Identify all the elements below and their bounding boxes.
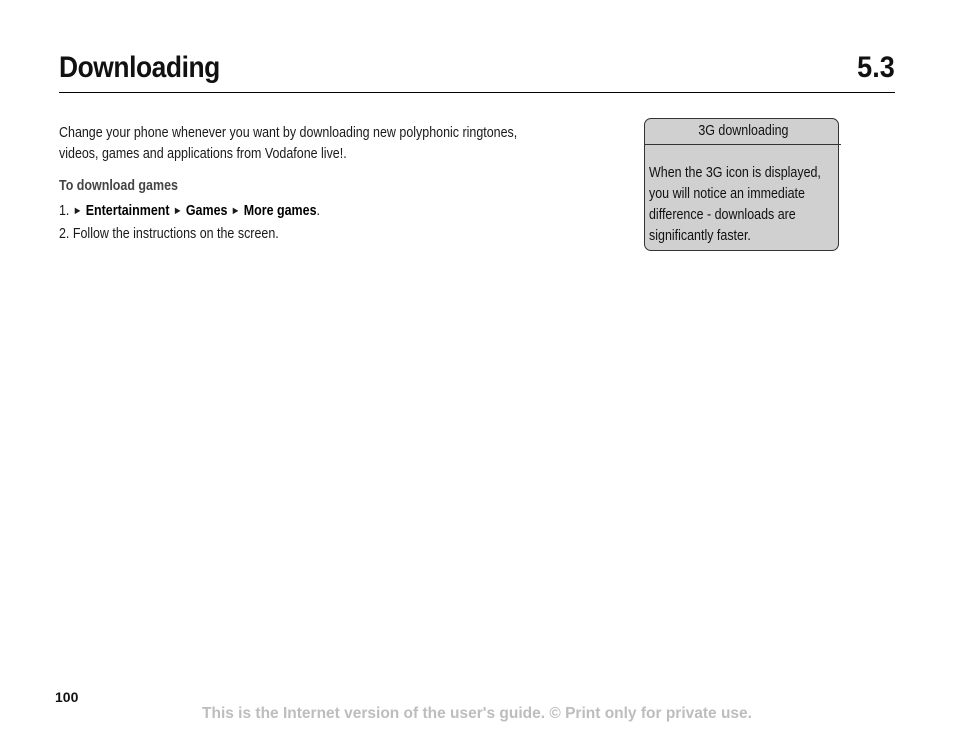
tip-box-title: 3G downloading: [697, 123, 789, 139]
intro-line: videos, games and applications from Vodafone live!.: [59, 146, 347, 162]
section-number: 5.3: [857, 51, 895, 84]
step-item: [59, 224, 579, 247]
step-number: 2.: [59, 226, 70, 242]
step-end-punctuation: .: [316, 203, 320, 219]
menu-arrow-icon: ►: [173, 205, 183, 217]
menu-path-more-games: More games: [243, 203, 317, 219]
footer-notice: This is the Internet version of the user's guide. © Print only for private use.: [202, 705, 752, 722]
menu-arrow-icon: ►: [72, 205, 83, 217]
tip-box-header: [645, 119, 841, 145]
menu-path-games: Games: [185, 203, 228, 219]
menu-arrow-icon: ►: [230, 205, 241, 217]
tip-line: you will notice an immediate: [649, 186, 805, 202]
tip-line: significantly faster.: [649, 228, 751, 244]
menu-path-entertainment: Entertainment: [85, 203, 170, 219]
intro-line: Change your phone whenever you want by downloading new polyphonic ringtones,: [59, 125, 518, 141]
tip-box: [644, 118, 839, 251]
tip-box-body: [645, 145, 838, 247]
tip-line: difference - downloads are: [649, 207, 796, 223]
main-content: [59, 123, 579, 247]
intro-paragraph: [59, 123, 579, 165]
steps-list: [59, 201, 579, 247]
tip-line: When the 3G icon is displayed,: [649, 165, 821, 181]
step-item: [59, 201, 579, 224]
title-divider: [59, 92, 895, 93]
page-title: Downloading: [59, 51, 220, 84]
step-text: Follow the instructions on the screen.: [72, 226, 279, 242]
step-number: 1.: [59, 203, 70, 219]
subheading: To download games: [59, 178, 178, 194]
page-number: 100: [55, 689, 79, 705]
